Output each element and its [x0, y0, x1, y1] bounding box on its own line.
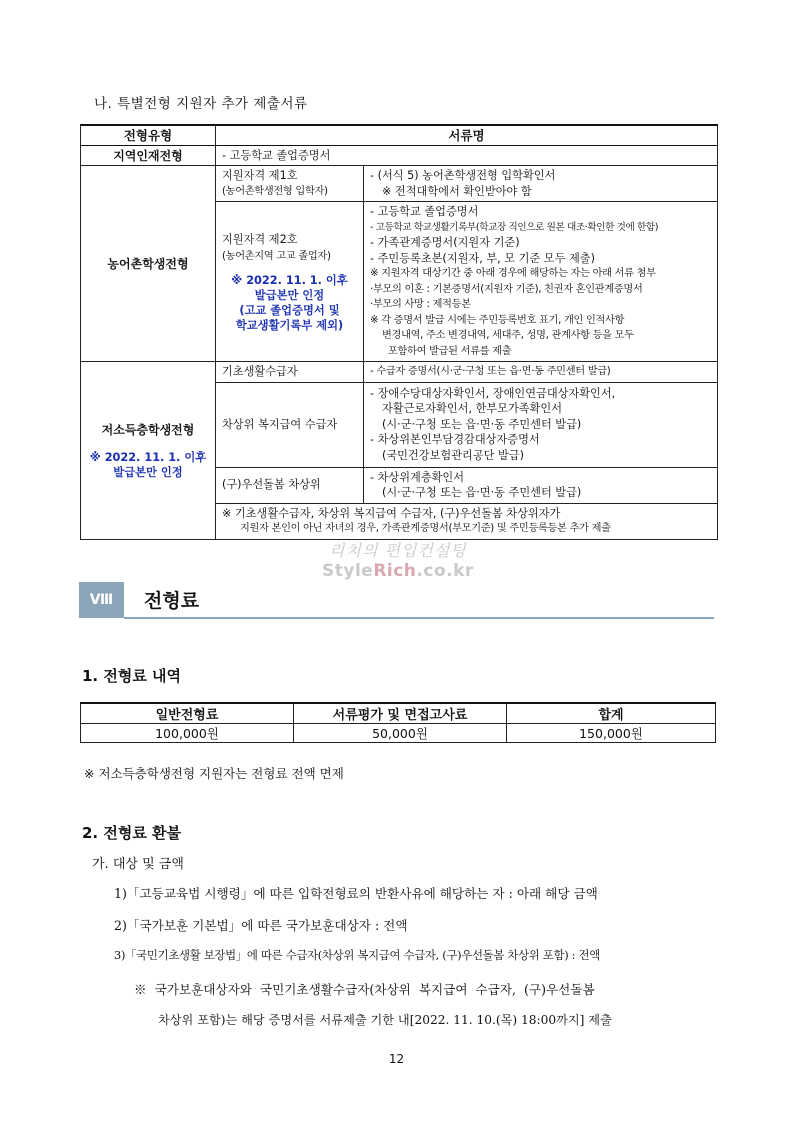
refund-item-1: 1)「고등교육법 시행령」에 따른 입학전형료의 반환사유에 해당하는 자 : 아래 해당 금액 — [114, 886, 598, 901]
row-region — [81, 145, 718, 166]
header-docs: 서류명 — [216, 125, 718, 145]
low-near-docs: - 장애수당대상자확인서, 장애인연금대상자확인서, 자활근로자확인서, 한부모가족확인서 (시·군·구청 또는 읍·면·동 주민센터 발급) - 차상위본인부담경감대상자증명서 (국민건강보험관리공단 발급) — [364, 382, 718, 467]
header-type: 전형유형 — [81, 125, 216, 145]
watermark — [322, 538, 474, 581]
fee-total-value: 150,000원 — [507, 724, 716, 743]
low-basic-docs: - 수급자 증명서(시·군·구청 또는 읍·면·동 주민센터 발급) — [364, 362, 718, 383]
low-near-label: 차상위 복지급여 수급자 — [216, 382, 364, 467]
refund-heading: 2. 전형료 환불 — [82, 824, 182, 842]
fee-general-value: 100,000원 — [81, 724, 294, 743]
section-number-badge: Ⅷ — [79, 582, 124, 618]
row-farm-q1 — [81, 166, 718, 202]
farm-q2-note: ※ 2022. 11. 1. 이후 발급본만 인정 (고교 졸업증명서 및 학교생활기록부 제외) — [231, 273, 348, 332]
documents-table — [80, 124, 718, 540]
watermark-url: StyleRich.co.kr — [322, 561, 474, 581]
docs-region: - 고등학교 졸업증명서 — [216, 145, 718, 166]
refund-note-line-2: 차상위 포함)는 해당 증명서를 서류제출 기한 내[2022. 11. 10.(목) 18:00까지] 제출 — [158, 1013, 612, 1027]
watermark-korean: 리치의 편입컨설팅 — [329, 541, 467, 560]
farm-q2-label: 지원자격 제2호 (농어촌지역 고교 졸업자) ※ 2022. 11. 1. 이후 발급본만 인정 (고교 졸업증명서 및 학교생활기록부 제외) — [216, 202, 364, 362]
farm-q1-label: 지원자격 제1호 (농어촌학생전형 입학자) — [216, 166, 364, 202]
fee-header-interview: 서류평가 및 면접고사료 — [294, 703, 507, 724]
farm-q2-docs: - 고등학교 졸업증명서 - 고등학교 학교생활기록부(학교장 직인으로 원본 대조·확인한 것에 한함) - 가족관계증명서(지원자 기준) - 주민등록초본(지원자, 부, 모 기준 모두 제출) ※ 지원자격 대상기간 중 아래 경우에 해당하는 자는 아래 서류 첨부 ·부모의 이혼 : 기본증명서(지원자 기준), 친권자 혼인관계증명서 ·부모의 사망 : 제적등본 ※ 각 증명서 발급 시에는 주민등록번호 표기, 개인 인적사항 변경내역, 주소 변경내역, 세대주, 성명, 관계사항 등을 모두 포함하여 발급된 서류를 제출 — [364, 202, 718, 362]
fee-value-row — [81, 724, 716, 743]
farm-q1-docs: - (서식 5) 농어촌학생전형 입학확인서 ※ 전적대학에서 확인받아야 함 — [364, 166, 718, 202]
low-footnote: ※ 기초생활수급자, 차상위 복지급여 수급자, (구)우선돌봄 차상위자가 지원자 본인이 아닌 자녀의 경우, 가족관계증명서(부모기준) 및 주민등록등본 추가 제출 — [216, 503, 718, 539]
refund-item-2: 2)「국가보훈 기본법」에 따른 국가보훈대상자 : 전액 — [114, 918, 408, 933]
documents-header-row — [81, 125, 718, 145]
category-region: 지역인재전형 — [81, 145, 216, 166]
category-low-income: 저소득층학생전형 ※ 2022. 11. 1. 이후 발급본만 인정 — [81, 362, 216, 540]
low-basic-label: 기초생활수급자 — [216, 362, 364, 383]
section-na-heading: 나. 특별전형 지원자 추가 제출서류 — [94, 96, 308, 112]
category-farm: 농어촌학생전형 — [81, 166, 216, 362]
fee-header-general: 일반전형료 — [81, 703, 294, 724]
refund-item-3: 3)「국민기초생활 보장법」에 따른 수급자(차상위 복지급여 수급자, (구)우선돌봄 차상위 포함) : 전액 — [114, 948, 600, 962]
refund-subheading: 가. 대상 및 금액 — [92, 857, 184, 872]
refund-note-line-1: ※ 국가보훈대상자와 국민기초생활수급자(차상위 복지급여 수급자, (구)우선돌봄 — [134, 982, 595, 997]
fee-header-total: 합계 — [507, 703, 716, 724]
fee-note: ※ 저소득층학생전형 지원자는 전형료 전액 면제 — [84, 766, 344, 781]
section-underline — [124, 617, 714, 619]
low-former-docs: - 차상위계층확인서 (시·군·구청 또는 읍·면·동 주민센터 발급) — [364, 467, 718, 503]
low-former-label: (구)우선돌봄 차상위 — [216, 467, 364, 503]
page-number: 12 — [388, 1052, 405, 1066]
fee-heading: 1. 전형료 내역 — [82, 667, 182, 685]
fee-interview-value: 50,000원 — [294, 724, 507, 743]
fee-table — [80, 702, 716, 743]
section-title: 전형료 — [144, 590, 200, 612]
fee-header-row — [81, 703, 716, 724]
row-low-basic — [81, 362, 718, 383]
